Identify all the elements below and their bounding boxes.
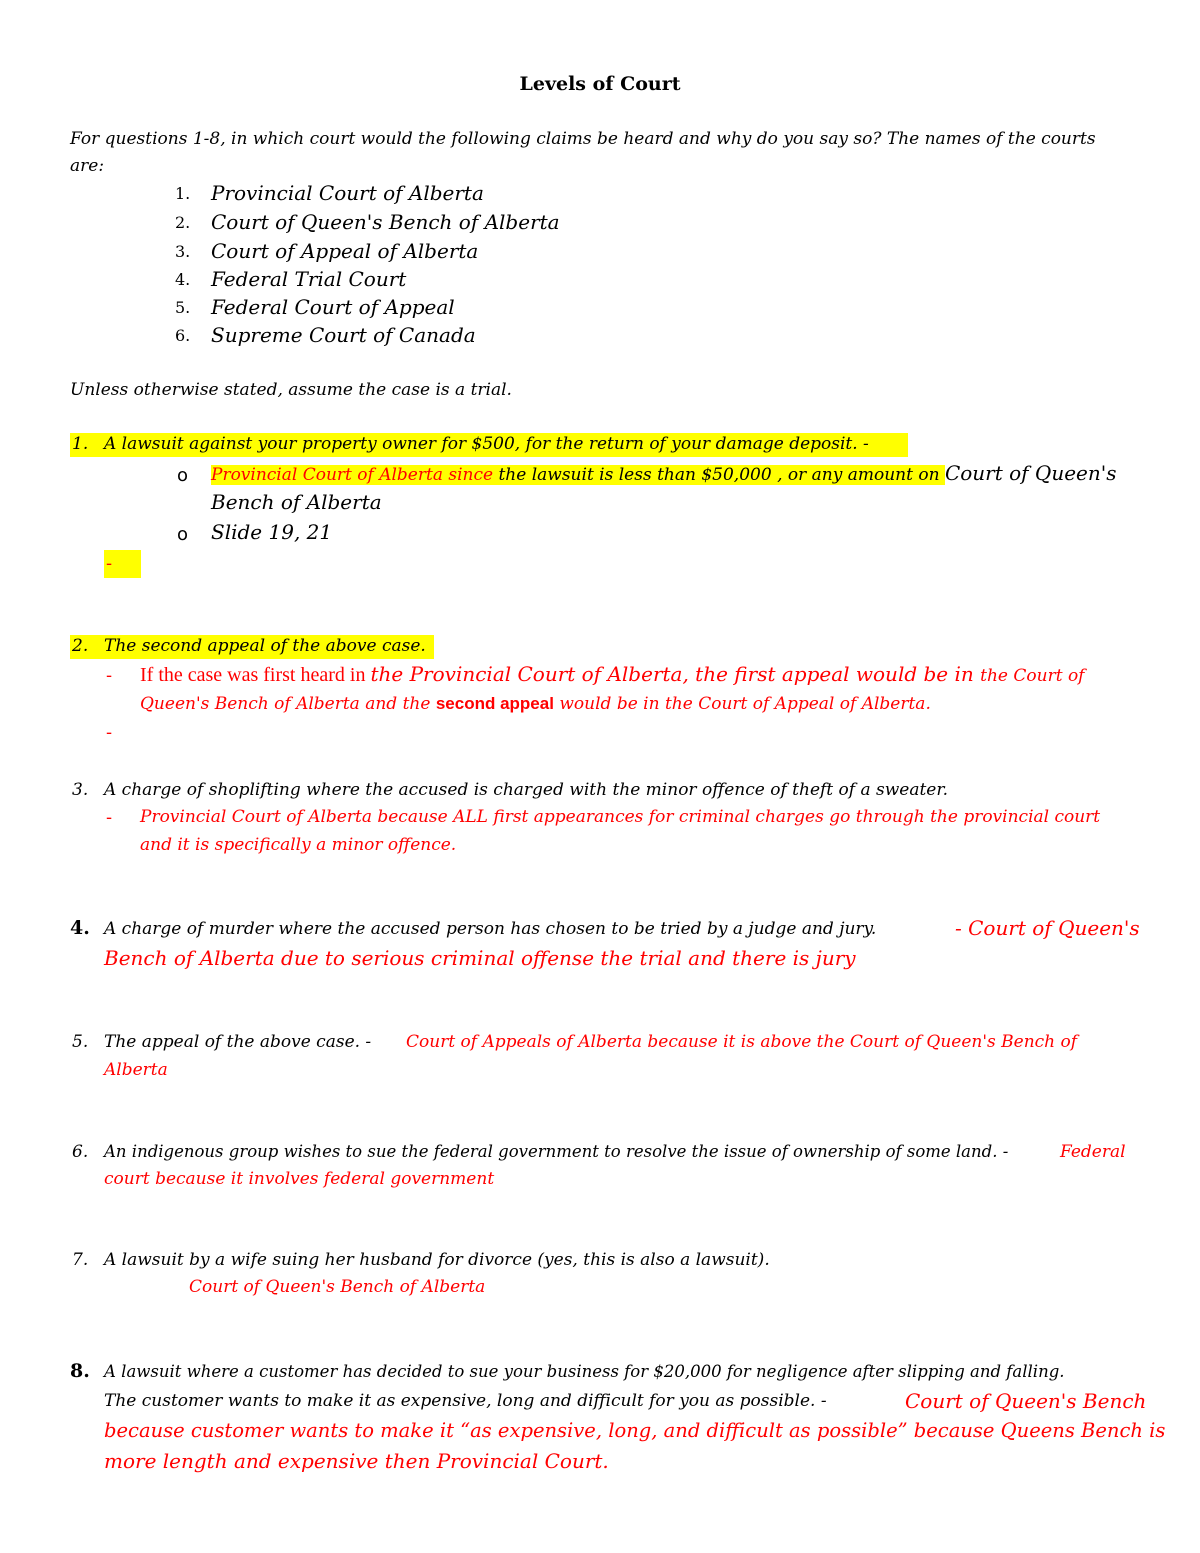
court-number: 1. (175, 184, 191, 203)
question-number: 4. (70, 917, 90, 939)
answer-line: Court of Queen's Bench of Alberta (189, 1277, 486, 1297)
answer-part: would be in the Court of Appeal of Alberta. (553, 694, 931, 714)
answer-line: more length and expensive then Provincial Court. (104, 1449, 609, 1473)
answer-line: Court of Appeals of Alberta because it is above the Court of Queen's Bench of (406, 1032, 1078, 1052)
answer-line: because customer wants to make it “as expensive, long, and difficult as possible” because Queens Bench is (104, 1419, 1166, 1442)
question-text: A lawsuit where a customer has decided to sue your business for $20,000 for negligence after slipping and falling. (104, 1362, 1065, 1381)
answer-line: Court of Queen's Bench (905, 1389, 1147, 1413)
answer-emphasis: second appeal (435, 694, 554, 713)
question-number: 1. (72, 434, 89, 454)
court-name: Federal Court of Appeal (211, 295, 455, 319)
dash-marker: - (106, 807, 113, 828)
court-name: Court of Appeal of Alberta (211, 239, 479, 263)
answer-line-continued: Bench of Alberta (211, 490, 382, 514)
answer-part: the Provincial Court of Alberta, the first appeal would be in (370, 662, 981, 686)
answer-line: Bench of Alberta due to serious criminal offense the trial and there is jury (104, 946, 856, 970)
question-text: The customer wants to make it as expensive, long and difficult for you as possible. - (104, 1391, 827, 1411)
question-number: 3. (72, 780, 89, 800)
answer-part: Queen's Bench of Alberta and the (140, 694, 436, 714)
answer-line (140, 662, 1084, 687)
dash-marker: - (106, 665, 113, 686)
page-title: Levels of Court (519, 73, 681, 95)
answer-reason: the lawsuit is less than $50,000 , or any amount on (493, 465, 945, 485)
question-text: The appeal of the above case. - (104, 1032, 372, 1052)
question-text: The second appeal of the above case. (104, 636, 426, 656)
answer-line: and it is specifically a minor offence. (140, 835, 457, 855)
bullet-marker: o (177, 465, 189, 486)
court-name: Court of Queen's Bench of Alberta (211, 210, 560, 234)
answer-line (140, 694, 931, 714)
question-number: 8. (70, 1360, 90, 1382)
court-number: 5. (175, 298, 191, 317)
answer-line: Provincial Court of Alberta because ALL first appearances for criminal charges go through the provincial court (140, 807, 1101, 827)
question-number: 5. (72, 1032, 89, 1052)
question-text: An indigenous group wishes to sue the federal government to resolve the issue of ownership of some land. - (104, 1142, 1009, 1161)
answer-part: the Court of (980, 666, 1085, 686)
court-number: 6. (175, 326, 191, 345)
court-number: 4. (175, 270, 191, 289)
dash-marker: - (106, 722, 113, 743)
bullet-marker: o (177, 524, 189, 545)
answer-part: If the case was first heard in (140, 664, 371, 686)
question-number: 7. (72, 1250, 89, 1270)
answer-line: - Court of Queen's (955, 916, 1140, 940)
intro-paragraph: For questions 1-8, in which court would the following claims be heard and why do you say so? The names of the courts are: (70, 129, 1096, 176)
question-text: A charge of murder where the accused person has chosen to be tried by a judge and jury. (104, 919, 877, 939)
dash-marker: - (106, 553, 113, 574)
court-name: Provincial Court of Alberta (211, 181, 484, 205)
trial-note: Unless otherwise stated, assume the case is a trial. (70, 380, 512, 400)
answer-line: court because it involves federal government (104, 1169, 495, 1189)
answer-line: Federal (1060, 1142, 1126, 1162)
question-number: 6. (72, 1142, 89, 1162)
answer-line: Alberta (104, 1060, 168, 1080)
question-text: A charge of shoplifting where the accused is charged with the minor offence of theft of a sweater. (104, 780, 949, 800)
answer-court: Provincial Court of Alberta since (211, 465, 494, 485)
question-number: 2. (72, 636, 89, 656)
court-name: Federal Trial Court (211, 267, 407, 291)
answer-alt-court: Court of Queen's (944, 461, 1117, 485)
question-text: A lawsuit by a wife suing her husband for divorce (yes, this is also a lawsuit). (104, 1250, 770, 1270)
court-number: 3. (175, 242, 191, 261)
answer-line (211, 461, 1117, 485)
slide-reference: Slide 19, 21 (211, 520, 333, 544)
question-text: A lawsuit against your property owner for $500, for the return of your damage deposit. - (104, 434, 869, 454)
court-number: 2. (175, 213, 191, 232)
court-name: Supreme Court of Canada (211, 323, 476, 347)
